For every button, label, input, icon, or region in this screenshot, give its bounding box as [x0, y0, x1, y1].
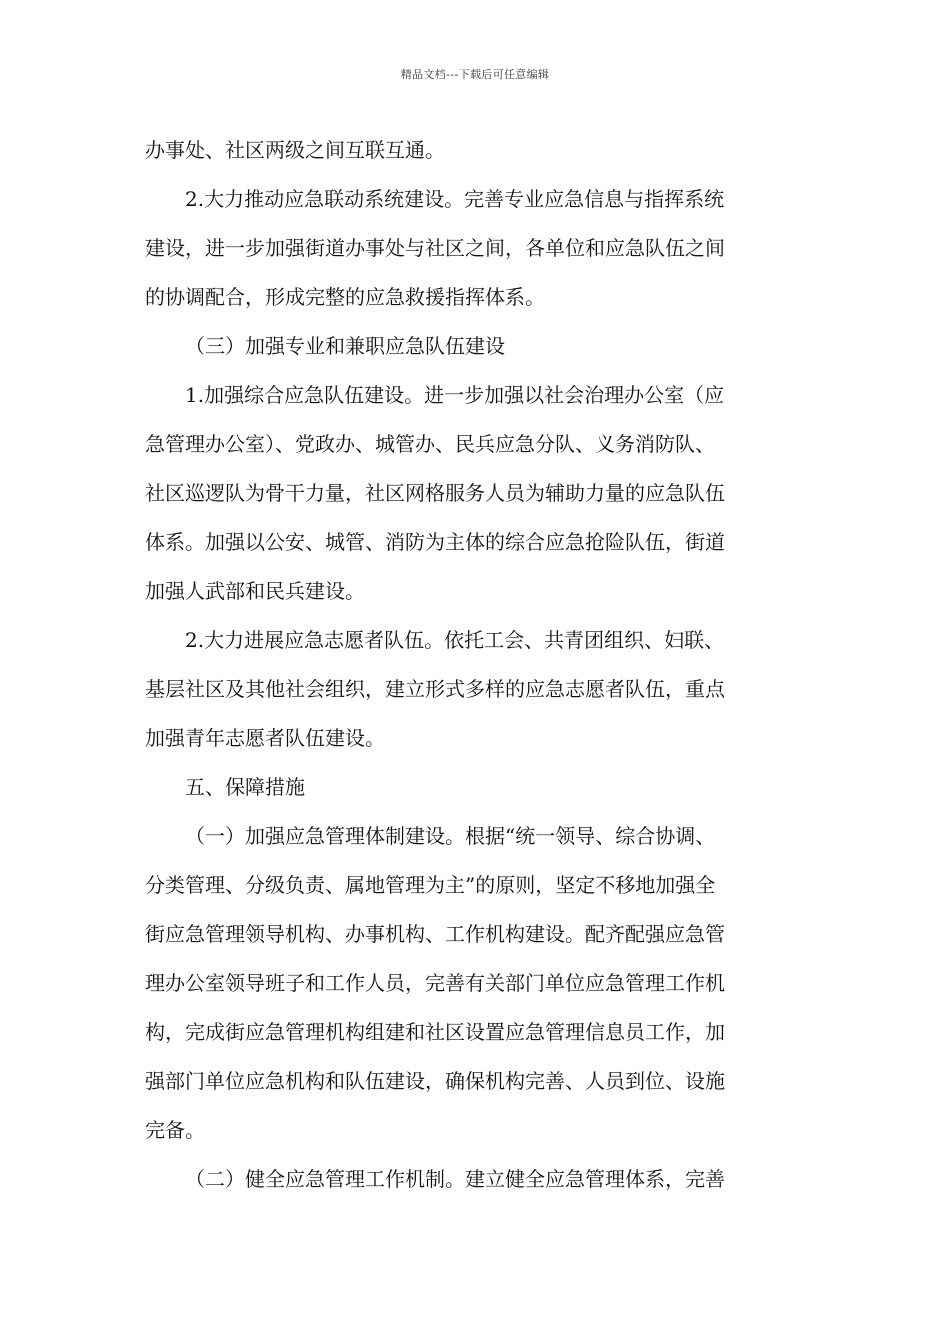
text-line: 建设，进一步加强街道办事处与社区之间，各单位和应急队伍之间: [145, 236, 725, 260]
text-line: 1.加强综合应急队伍建设。进一步加强以社会治理办公室（应: [185, 383, 725, 407]
paragraph: [145, 322, 807, 371]
paragraph: [145, 175, 807, 322]
page-header: 精品文档---下载后可任意编辑: [400, 68, 550, 81]
text-line: 的协调配合，形成完整的应急救援指挥体系。: [145, 285, 545, 309]
paragraph: [145, 126, 807, 175]
paragraph: [145, 1155, 807, 1204]
text-line: 分类管理、分级负责、属地管理为主”的原则，坚定不移地加强全: [145, 873, 716, 897]
text-line: （三）加强专业和兼职应急队伍建设: [185, 334, 505, 358]
text-line: 理办公室领导班子和工作人员，完善有关部门单位应急管理工作机: [145, 971, 725, 995]
paragraph: [145, 812, 807, 1155]
text-line: （一）加强应急管理体制建设。根据“统一领导、综合协调、: [185, 824, 716, 848]
paragraph: [145, 616, 807, 763]
text-line: 构，完成街应急管理机构组建和社区设置应急管理信息员工作，加: [145, 1020, 725, 1044]
text-line: 街应急管理领导机构、办事机构、工作机构建设。配齐配强应急管: [145, 922, 725, 946]
text-line: 加强人武部和民兵建设。: [145, 579, 365, 603]
text-line: 基层社区及其他社会组织，建立形式多样的应急志愿者队伍，重点: [145, 677, 725, 701]
text-line: 加强青年志愿者队伍建设。: [145, 726, 385, 750]
paragraph: [145, 763, 807, 812]
text-line: 社区巡逻队为骨干力量，社区网格服务人员为辅助力量的应急队伍: [145, 481, 725, 505]
document-body: [145, 126, 807, 1204]
text-line: （二）健全应急管理工作机制。建立健全应急管理体系，完善: [185, 1167, 725, 1191]
text-line: 办事处、社区两级之间互联互通。: [145, 138, 445, 162]
text-line: 急管理办公室）、党政办、城管办、民兵应急分队、义务消防队、: [145, 432, 715, 456]
text-line: 强部门单位应急机构和队伍建设，确保机构完善、人员到位、设施: [145, 1069, 725, 1093]
text-line: 体系。加强以公安、城管、消防为主体的综合应急抢险队伍，街道: [145, 530, 725, 554]
text-line: 2.大力推动应急联动系统建设。完善专业应急信息与指挥系统: [185, 187, 725, 211]
paragraph: [145, 371, 807, 616]
text-line: 完备。: [145, 1118, 205, 1142]
text-line: 2.大力进展应急志愿者队伍。依托工会、共青团组织、妇联、: [185, 628, 725, 652]
text-line: 五、保障措施: [185, 775, 305, 799]
